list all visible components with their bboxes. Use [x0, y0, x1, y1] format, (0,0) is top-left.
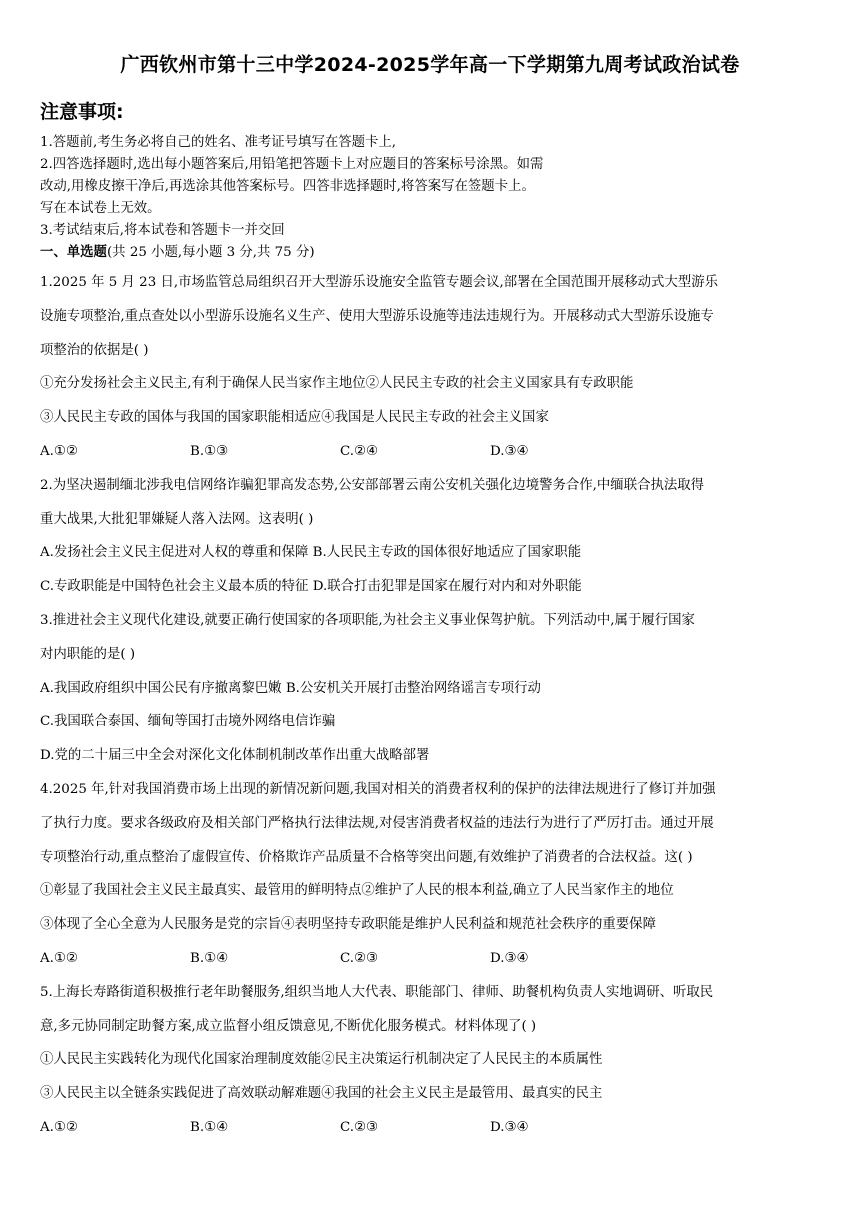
q2-option-row[interactable]: A.发扬社会主义民主促进对人权的尊重和保障 B.人民民主专政的国体很好地适应了国家职能: [40, 545, 582, 560]
q1-option-b[interactable]: B.①③: [190, 444, 229, 459]
q3-stem-line: 对内职能的是( ): [40, 647, 136, 662]
q4-statement: ③体现了全心全意为人民服务是党的宗旨④表明坚持专政职能是维护人民利益和规范社会秩序的重要保障: [40, 917, 656, 932]
q4-statement: ①彰显了我国社会主义民主最真实、最管用的鲜明特点②维护了人民的根本利益,确立了人民当家作主的地位: [40, 883, 674, 898]
q5-option-d[interactable]: D.③④: [490, 1120, 529, 1135]
q5-stem-line: 5.上海长寿路街道积极推行老年助餐服务,组织当地人大代表、职能部门、律师、助餐机构负责人实地调研、听取民: [40, 985, 714, 1000]
q4-stem-line: 专项整治行动,重点整治了虚假宣传、价格欺诈产品质量不合格等突出问题,有效维护了消费者的合法权益。这( ): [40, 850, 693, 865]
q1-statement: ①充分发扬社会主义民主,有利于确保人民当家作主地位②人民民主专政的社会主义国家具有专政职能: [40, 376, 634, 391]
q3-option-row[interactable]: A.我国政府组织中国公民有序撤离黎巴嫩 B.公安机关开展打击整治网络谣言专项行动: [40, 681, 541, 696]
q1-options: [40, 442, 640, 462]
q1-stem-line: 1.2025 年 5 月 23 日,市场监管总局组织召开大型游乐设施安全监管专题会议,部署在全国范围开展移动式大型游乐: [40, 275, 719, 290]
q1-statement: ③人民民主专政的国体与我国的国家职能相适应④我国是人民民主专政的社会主义国家: [40, 410, 549, 425]
section-desc: (共 25 小题,每小题 3 分,共 75 分): [106, 245, 315, 260]
q1-option-d[interactable]: D.③④: [490, 444, 529, 459]
q5-statement: ①人民民主实践转化为现代化国家治理制度效能②民主决策运行机制决定了人民民主的本质属性: [40, 1052, 603, 1067]
q5-option-a[interactable]: A.①②: [40, 1120, 78, 1135]
notice-line: 改动,用橡皮擦干净后,再选涂其他答案标号。四答非选择题时,将答案写在签题卡上。: [40, 179, 535, 194]
notice-heading: 注意事项:: [40, 101, 124, 123]
notice-line: 写在本试卷上无效。: [40, 201, 161, 216]
q5-option-b[interactable]: B.①④: [190, 1120, 229, 1135]
q4-option-d[interactable]: D.③④: [490, 951, 529, 966]
q4-option-a[interactable]: A.①②: [40, 951, 78, 966]
notice-line: 2.四答选择题时,选出每小题答案后,用铅笔把答题卡上对应题目的答案标号涂黑。如需: [40, 157, 544, 172]
section-label: 一、单选题: [40, 245, 107, 260]
exam-title: 广西钦州市第十三中学2024-2025学年高一下学期第九周考试政治试卷: [120, 54, 740, 76]
q4-stem-line: 了执行力度。要求各级政府及相关部门严格执行法律法规,对侵害消费者权益的违法行为进行了严厉打击。通过开展: [40, 816, 714, 831]
q1-option-c[interactable]: C.②④: [340, 444, 379, 459]
q1-stem-line: 项整治的依据是( ): [40, 343, 149, 358]
q3-stem-line: 3.推进社会主义现代化建设,就要正确行使国家的各项职能,为社会主义事业保驾护航。下列活动中,属于履行国家: [40, 613, 695, 628]
q4-options: [40, 949, 640, 969]
q1-option-a[interactable]: A.①②: [40, 444, 78, 459]
q2-stem-line: 2.为坚决遏制缅北涉我电信网络诈骗犯罪高发态势,公安部部署云南公安机关强化边境警务合作,中缅联合执法取得: [40, 478, 705, 493]
q1-stem-line: 设施专项整治,重点查处以小型游乐设施名义生产、使用大型游乐设施等违法违规行为。开展移动式大型游乐设施专: [40, 309, 714, 324]
notice-line: 3.考试结束后,将本试卷和答题卡一并交回: [40, 223, 285, 238]
q5-option-c[interactable]: C.②③: [340, 1120, 379, 1135]
section-heading: [40, 243, 315, 263]
q5-statement: ③人民民主以全链条实践促进了高效联动解难题④我国的社会主义民主是最管用、最真实的民主: [40, 1086, 603, 1101]
q5-stem-line: 意,多元协同制定助餐方案,成立监督小组反馈意见,不断优化服务模式。材料体现了( ): [40, 1019, 537, 1034]
q4-stem-line: 4.2025 年,针对我国消费市场上出现的新情况新问题,我国对相关的消费者权利的保护的法律法规进行了修订并加强: [40, 782, 716, 797]
q4-option-b[interactable]: B.①④: [190, 951, 229, 966]
q4-option-c[interactable]: C.②③: [340, 951, 379, 966]
q2-option-row[interactable]: C.专政职能是中国特色社会主义最本质的特征 D.联合打击犯罪是国家在履行对内和对外职能: [40, 579, 582, 594]
notice-line: 1.答题前,考生务必将自己的姓名、准考证号填写在答题卡上,: [40, 135, 397, 150]
q3-option-row[interactable]: C.我国联合泰国、缅甸等国打击境外网络电信诈骗: [40, 714, 336, 729]
q5-options: [40, 1118, 640, 1138]
q2-stem-line: 重大战果,大批犯罪嫌疑人落入法网。这表明( ): [40, 512, 314, 527]
q3-option-row[interactable]: D.党的二十届三中全会对深化文化体制机制改革作出重大战略部署: [40, 748, 430, 763]
